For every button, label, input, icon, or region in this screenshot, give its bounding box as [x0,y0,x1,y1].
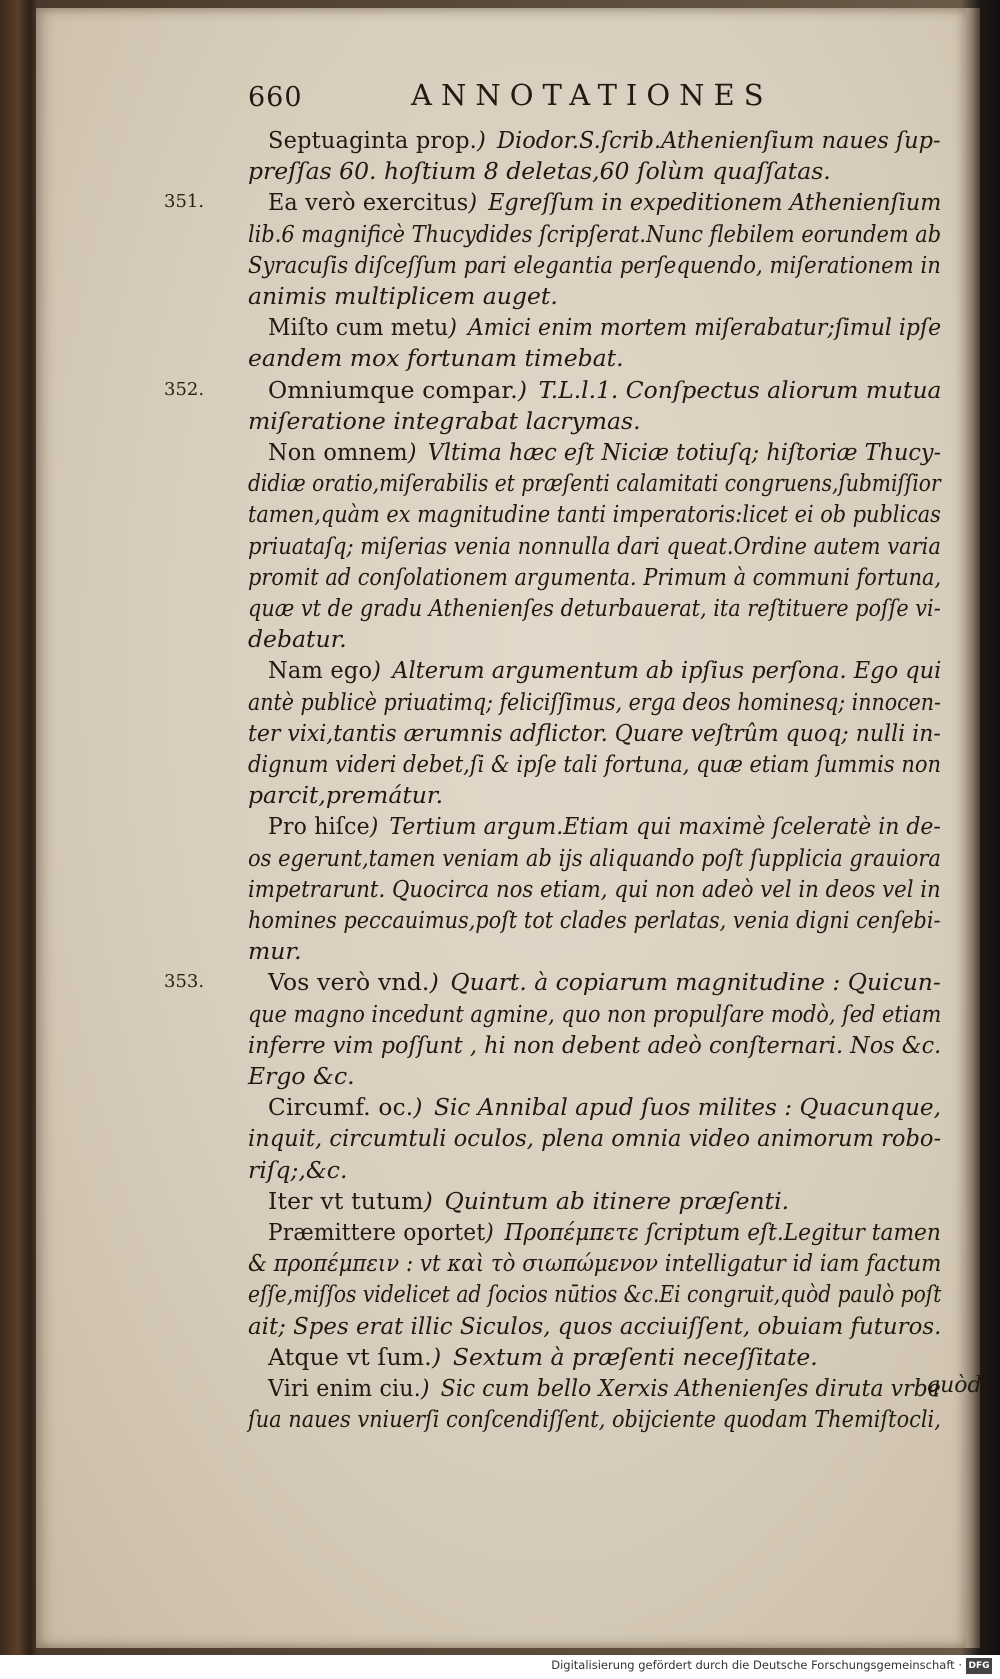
line-content [268,1216,941,1248]
text-line [36,842,966,874]
text-line [36,623,966,655]
text-line [36,779,966,811]
lemma-bracket: ) [372,656,393,685]
lemma-bracket: ) [468,188,489,217]
commentary: quæ vt de gradu Athenienſes deturbauerat, ita reſtituere poſſe vi- [248,594,941,622]
commentary: Tertium argum.Etiam qui maximè ſceleratè in de- [389,812,941,841]
commentary: lib.6 magnificè Thucydides ſcripſerat.Nunc flebilem eorundem ab [248,219,942,248]
text-line [36,904,966,936]
text-line [36,280,966,312]
commentary: antè publicè priuatimq; feliciſſimus, erga deos hominesq; innocen- [248,687,942,716]
commentary: ait; Spes erat illic Siculos, quos acciuiſſent, obuiam futuros. [248,1311,942,1340]
commentary: eandem mox fortunam timebat. [248,344,624,373]
line-content [248,1278,941,1310]
line-content [248,342,624,374]
commentary: mur. [248,937,302,966]
text-line [36,530,966,562]
commentary: Προπέμπετε ſcriptum eſt.Legitur tamen [504,1218,941,1246]
lemma-bracket: ) [485,1218,505,1246]
line-content [248,1029,941,1061]
line-content [248,1403,941,1435]
commentary: Alterum argumentum ab ipſius perſona. Ego qui [392,656,942,685]
commentary: Syracuſis diſceſſum pari elegantia perſequendo, miſerationem in [248,250,941,279]
line-content [248,998,941,1030]
lemma: Præmittere oportet [268,1218,486,1246]
line-content [268,810,941,842]
commentary: priuataſq; miſerias venia nonnulla dari queat.Ordine autem varia [248,531,941,560]
text-line [36,810,966,842]
line-content [268,1341,818,1373]
text-line [36,1060,966,1092]
line-content [248,405,641,437]
commentary: miſeratione integrabat lacrymas. [248,406,641,435]
text-line [36,218,966,250]
line-content [248,530,941,562]
line-content [268,1372,941,1404]
line-content [248,498,941,530]
text-line [36,686,966,718]
lemma-bracket: ) [429,968,451,997]
text-line [36,498,966,530]
text-line [36,717,966,749]
lemma-bracket: ) [431,1342,453,1371]
line-content [248,623,347,655]
line-content [248,1310,941,1342]
text-line [36,1029,966,1061]
book-page [36,8,982,1648]
line-content [248,218,941,250]
text-line [36,592,966,624]
line-content [248,280,558,312]
text-line [36,1122,966,1154]
commentary: Ergo &c. [248,1062,355,1090]
line-content [268,374,941,406]
text-line [36,998,966,1030]
commentary: Sic cum bello Xerxis Athenienſes diruta vrbe [440,1374,941,1402]
line-content [268,436,941,468]
commentary: Vltima hæc eſt Niciæ totiuſq; hiſtoriæ Thucy- [427,438,942,466]
line-content [248,842,941,874]
commentary: tamen,quàm ex magnitudine tanti imperatoris:licet ei ob publicas [248,500,941,529]
text-line [36,1185,966,1217]
catchword: quòd [926,1373,982,1398]
line-content [248,1154,347,1186]
text-line [36,124,966,156]
lemma: Miſto cum metu [268,313,449,342]
line-content [248,1122,941,1154]
lemma: Viri enim ciu. [268,1374,421,1402]
text-line [36,1310,966,1342]
line-content [248,249,941,281]
line-content [268,966,941,998]
commentary: Sextum à præſenti neceſſitate. [452,1342,818,1371]
line-content [248,873,941,905]
lemma-bracket: ) [420,1374,441,1402]
lemma-bracket: ) [413,1093,434,1122]
commentary: & προπέμπειν : vt καὶ τὸ σιωπώμενον intelligatur id iam factum [248,1249,942,1278]
text-line [36,311,966,343]
text-line [36,249,966,281]
commentary: inferre vim poſſunt , hi non debent adeò conſternari. Nos &c. [248,1030,942,1059]
line-content [248,561,941,593]
commentary: Quart. à copiarum magnitudine : Quicun- [450,968,941,997]
lemma-bracket: ) [448,313,468,342]
commentary: debatur. [248,625,347,654]
dfg-logo: DFG [966,1658,992,1674]
line-content [248,779,443,811]
text-line [36,654,966,686]
text-line [36,155,966,187]
line-content [268,1091,941,1123]
running-head: ANNOTATIONES [411,78,773,112]
commentary: parcit,premátur. [248,781,444,810]
line-content [248,686,941,718]
text-line [36,342,966,374]
text-line [36,436,966,468]
lemma-bracket: ) [517,375,539,404]
line-content [248,1060,355,1092]
line-content [268,654,941,686]
text-line [36,1216,966,1248]
line-content [248,1247,941,1279]
lemma: Pro hiſce [268,812,370,841]
text-line [36,1341,966,1373]
lemma: Non omnem [268,438,408,466]
commentary: que magno incedunt agmine, quo non propulſare modò, ſed etiam [248,999,942,1028]
text-line [36,1091,966,1123]
lemma: Atque vt ſum. [268,1342,432,1371]
line-content [268,186,941,218]
text-line [36,467,966,499]
commentary: T.L.l.1. Conſpectus aliorum mutua [538,375,942,404]
page-header [36,78,966,128]
commentary: ter vixi,tantis ærumnis adflictor. Quare veſtrûm quoq; nulli in- [248,718,941,747]
margin-number: 351. [164,191,205,213]
text-line [36,873,966,905]
margin-number: 352. [164,378,205,400]
text-line [36,1154,966,1186]
line-content [248,935,302,967]
lemma-bracket: ) [407,438,428,466]
footer-credit: Digitalisierung gefördert durch die Deutsche Forschungsgemeinschaft · [551,1658,962,1672]
lemma-bracket: ) [476,126,497,154]
commentary: eſſe,miſſos videlicet ad ſocios nūtios &c.Ei congruit,quòd paulò poſt [248,1280,942,1309]
line-content [248,467,941,499]
lemma: Omniumque compar. [268,375,518,404]
text-line [36,1278,966,1310]
commentary: inquit, circumtuli oculos, plena omnia video animorum robo- [248,1124,942,1153]
line-content [248,592,941,624]
text-line [36,1372,966,1404]
lemma-bracket: ) [369,812,390,841]
text-line [36,561,966,593]
commentary: didiæ oratio,miſerabilis et præſenti calamitati congruens,ſubmiſſior [248,469,941,498]
lemma: Iter vt tutum [268,1186,424,1215]
line-content [268,311,941,343]
commentary: impetrarunt. Quocirca nos etiam, qui non adeò vel in deos vel in [248,874,941,903]
text-line [36,405,966,437]
commentary: dignum videri debet,ſi & ipſe tali fortuna, quæ etiam ſummis non [248,750,942,778]
line-content [248,155,831,187]
commentary: os egerunt,tamen veniam ab ijs aliquando poſt ſupplicia grauiora [248,843,941,872]
commentary: homines peccauimus,poſt tot clades perlatas, venia digni cenſebi- [248,906,941,934]
commentary: Diodor.S.ſcrib.Athenienſium naues ſup- [496,126,941,154]
lemma-bracket: ) [423,1186,445,1215]
text-line [36,1403,966,1435]
commentary: Amici enim mortem miſerabatur;ſimul ipſe [467,313,942,342]
commentary: animis multiplicem auget. [248,282,558,310]
margin-number: 353. [164,971,205,993]
lemma: Ea verò exercitus [268,188,469,217]
line-content [248,748,941,780]
commentary: promit ad conſolationem argumenta. Primum à communi fortuna, [248,562,942,591]
text-line [36,1247,966,1279]
commentary: Sic Annibal apud ſuos milites : Quacunque, [433,1093,941,1122]
lemma: Nam ego [268,656,373,685]
commentary: ſua naues vniuerſi conſcendiſſent, obijciente quodam Themiſtocli, [248,1405,941,1434]
text-line [36,186,966,218]
commentary: riſq;,&c. [248,1155,348,1184]
text-line [36,374,966,406]
line-content [268,124,941,156]
footer-bar [0,1655,1000,1679]
text-line [36,966,966,998]
text-line [36,748,966,780]
lemma: Vos verò vnd. [268,968,430,997]
commentary: preſſas 60. hoſtium 8 deletas,60 ſolùm quaſſatas. [248,157,831,186]
text-line [36,935,966,967]
page-number: 660 [248,82,303,113]
line-content [248,717,941,749]
line-content [268,1185,789,1217]
line-content [248,904,941,936]
commentary: Egreſſum in expeditionem Athenienſium [488,188,942,217]
lemma: Circumf. oc. [268,1093,414,1122]
lemma: Septuaginta prop. [268,126,477,154]
commentary: Quintum ab itinere præſenti. [444,1186,790,1215]
